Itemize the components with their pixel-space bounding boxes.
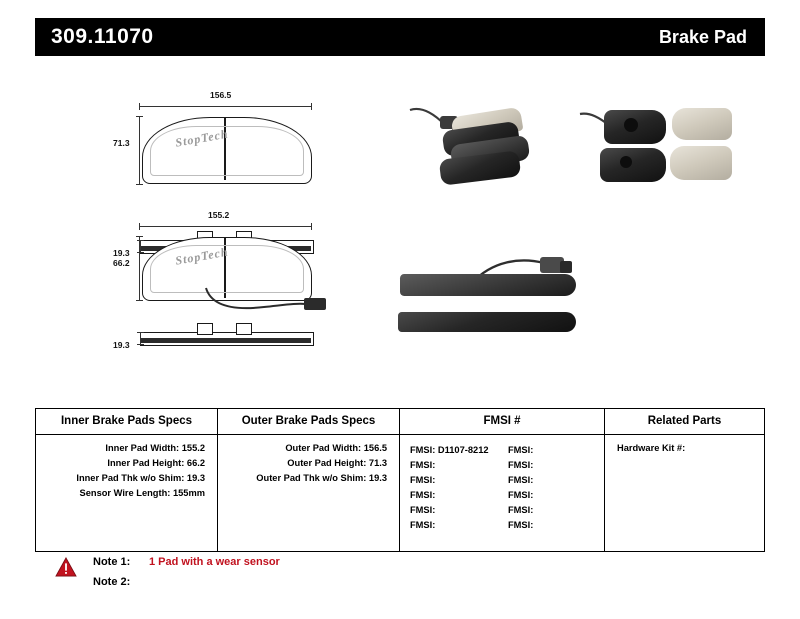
col-header-outer: Outer Brake Pads Specs bbox=[218, 409, 400, 434]
wear-sensor-wire-icon bbox=[198, 282, 328, 316]
fmsi-line: FMSI: bbox=[508, 520, 534, 530]
fmsi-line: FMSI: bbox=[410, 490, 436, 500]
outer-pad-height-dim: 71.3 bbox=[113, 138, 130, 148]
outer-pad-thickness-dim: 19.3 bbox=[113, 248, 130, 258]
inner-spec-line: Sensor Wire Length: 155mm bbox=[79, 488, 205, 498]
col-body-inner bbox=[36, 435, 218, 551]
fmsi-line: FMSI: bbox=[508, 445, 534, 455]
fmsi-line: FMSI: bbox=[410, 505, 436, 515]
specs-header-row bbox=[36, 409, 764, 435]
header-bar bbox=[35, 18, 765, 56]
inner-pad-width-dim: 155.2 bbox=[208, 210, 230, 220]
note-1-row bbox=[93, 552, 655, 572]
col-header-related: Related Parts bbox=[647, 415, 722, 427]
pad-photo-right-light-2 bbox=[670, 146, 732, 180]
drawing-area: 156.5 71.3 StopTech 19.3 155.2 66.2 StopTech 19.3 bbox=[0, 60, 800, 390]
notes-section bbox=[55, 552, 655, 592]
pad-photo-right-light-1 bbox=[672, 108, 732, 140]
fmsi-line: FMSI: bbox=[508, 460, 534, 470]
warning-triangle-icon bbox=[55, 557, 77, 577]
outer-spec-line: Outer Pad Thk w/o Shim: 19.3 bbox=[256, 473, 387, 483]
fmsi-right-column bbox=[500, 443, 598, 533]
fmsi-line: FMSI: D1107-8212 bbox=[410, 445, 489, 455]
col-body-related bbox=[605, 435, 764, 551]
fmsi-line: FMSI: bbox=[410, 475, 436, 485]
part-number: 309.11070 bbox=[51, 25, 154, 48]
inner-pad-height-dim: 66.2 bbox=[113, 258, 130, 268]
fmsi-line: FMSI: bbox=[508, 490, 534, 500]
fmsi-line: FMSI: bbox=[410, 520, 436, 530]
product-type: Brake Pad bbox=[658, 26, 747, 47]
note-1-label: Note 1: bbox=[93, 556, 131, 568]
note-1-text: 1 Pad with a wear sensor bbox=[149, 556, 280, 568]
outer-spec-line: Outer Pad Height: 71.3 bbox=[287, 458, 387, 468]
col-header-inner: Inner Brake Pads Specs bbox=[36, 409, 218, 434]
note-2-label: Note 2: bbox=[93, 576, 131, 588]
note-2-row bbox=[93, 572, 655, 592]
specs-body-row bbox=[36, 435, 764, 551]
fmsi-line: FMSI: bbox=[410, 460, 436, 470]
inner-spec-line: Inner Pad Width: 155.2 bbox=[105, 443, 205, 453]
outer-pad-width-dim: 156.5 bbox=[210, 90, 232, 100]
inner-spec-line: Inner Pad Thk w/o Shim: 19.3 bbox=[76, 473, 205, 483]
specs-table bbox=[35, 408, 765, 552]
fmsi-left-column bbox=[402, 443, 500, 533]
col-body-fmsi bbox=[400, 435, 605, 551]
fmsi-line: FMSI: bbox=[508, 475, 534, 485]
inner-pad-thickness-dim: 19.3 bbox=[113, 340, 130, 350]
pad-photo-side-2 bbox=[398, 312, 576, 332]
inner-spec-line: Inner Pad Height: 66.2 bbox=[107, 458, 205, 468]
pad-photo-right-dark-2 bbox=[600, 148, 666, 182]
pad-photo-side-1 bbox=[400, 274, 576, 296]
col-body-outer bbox=[218, 435, 400, 551]
outer-spec-line: Outer Pad Width: 156.5 bbox=[285, 443, 387, 453]
col-header-fmsi: FMSI # bbox=[400, 409, 605, 434]
fmsi-line: FMSI: bbox=[508, 505, 534, 515]
related-part-line: Hardware Kit #: bbox=[617, 443, 686, 453]
